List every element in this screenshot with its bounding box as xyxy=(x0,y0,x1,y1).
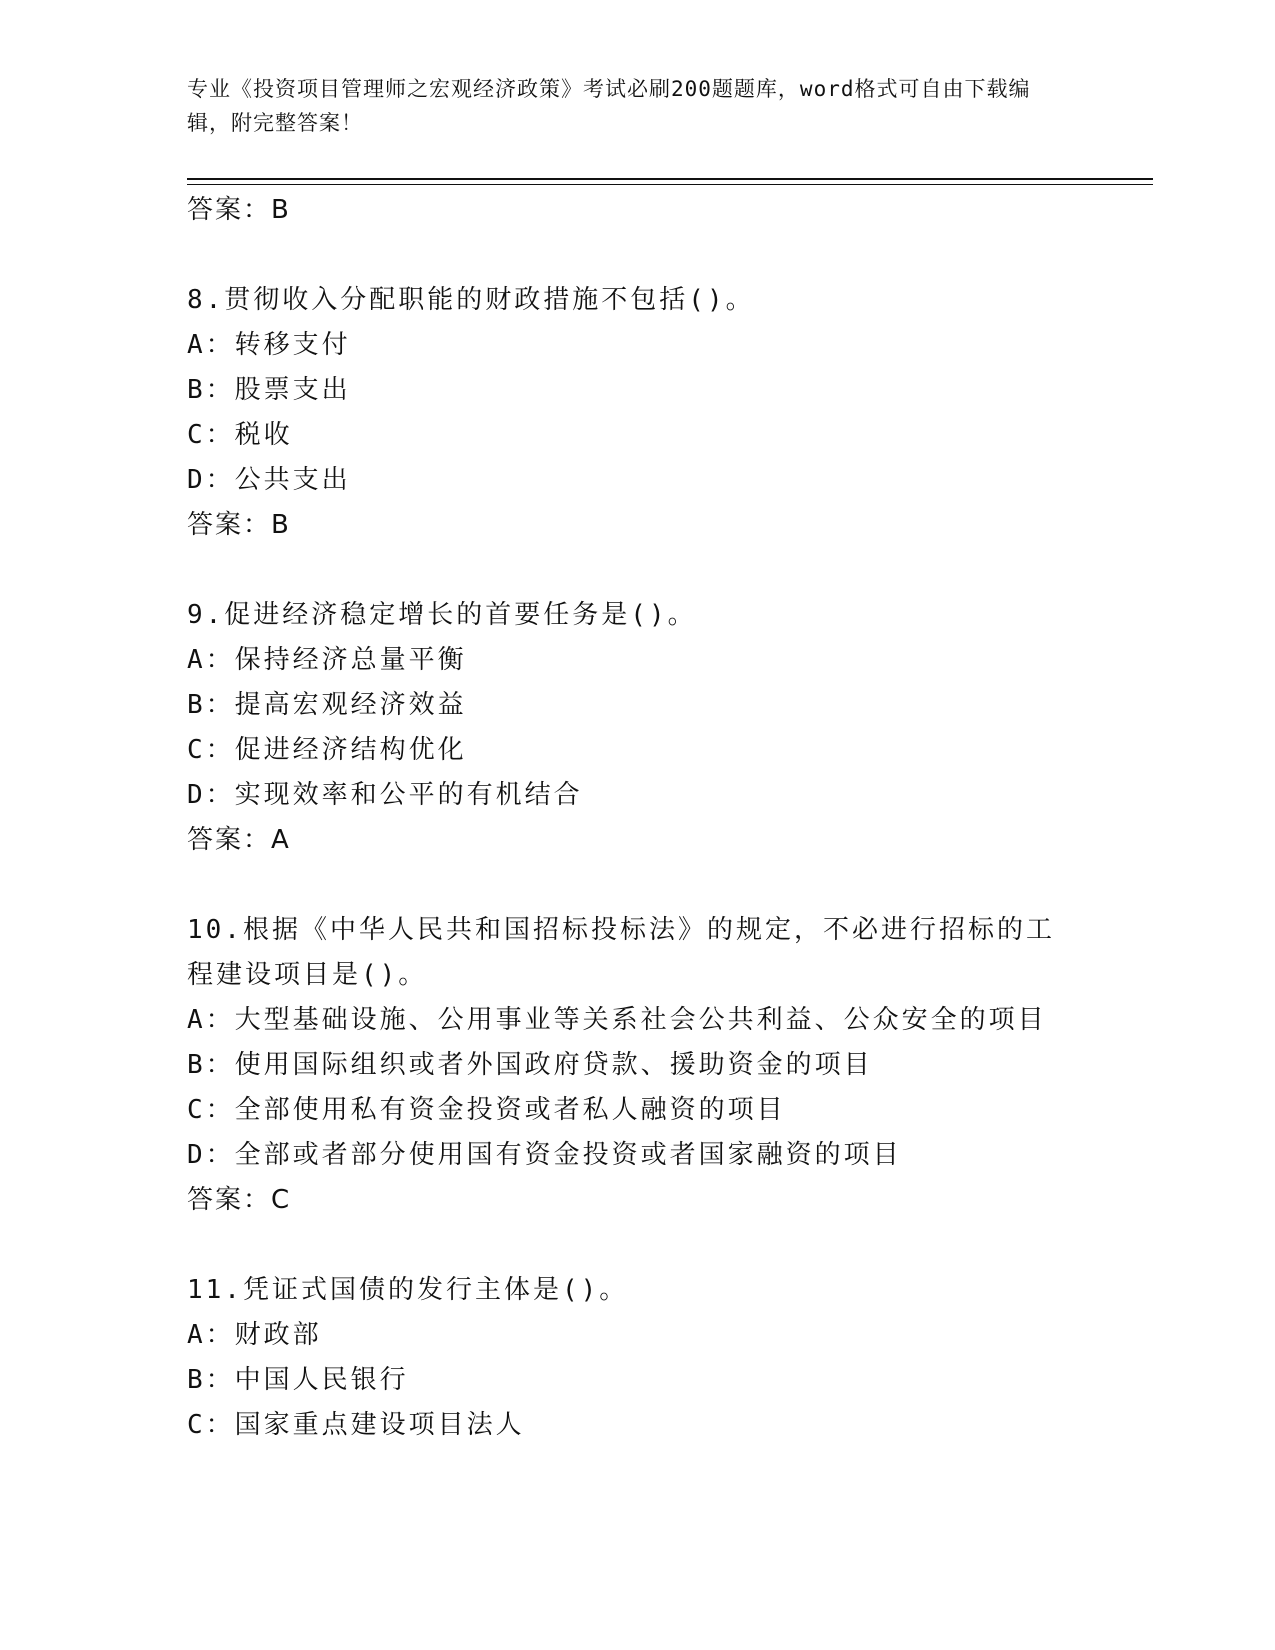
question-item xyxy=(187,908,1153,1223)
option-a: A：保持经济总量平衡 xyxy=(187,645,467,675)
option-b: B：使用国际组织或者外国政府贷款、援助资金的项目 xyxy=(187,1050,873,1080)
question-list xyxy=(187,188,1153,1448)
question-item xyxy=(187,1268,1153,1448)
question-item xyxy=(187,278,1153,548)
option-c: C：全部使用私有资金投资或者私人融资的项目 xyxy=(187,1095,786,1125)
answer-line: 答案：A xyxy=(187,825,291,855)
option-d: D：实现效率和公平的有机结合 xyxy=(187,780,583,810)
option-d: D：公共支出 xyxy=(187,465,351,495)
option-a: A：财政部 xyxy=(187,1320,322,1350)
option-d: D：全部或者部分使用国有资金投资或者国家融资的项目 xyxy=(187,1140,902,1170)
option-b: B：提高宏观经济效益 xyxy=(187,690,467,720)
question-stem: 10.根据《中华人民共和国招标投标法》的规定，不必进行招标的工程建设项目是()。 xyxy=(187,915,1055,990)
document-intro: 专业《投资项目管理师之宏观经济政策》考试必刷200题题库，word格式可自由下载编辑，附完整答案！ xyxy=(187,77,1031,135)
answer-line: 答案：C xyxy=(187,1185,292,1215)
header-rule-thin xyxy=(187,184,1153,185)
header-rule-thick xyxy=(187,178,1153,180)
answer-line: 答案：B xyxy=(187,195,291,225)
question-item xyxy=(187,593,1153,863)
option-a: A：大型基础设施、公用事业等关系社会公共利益、公众安全的项目 xyxy=(187,1005,1047,1035)
answer-line: 答案：B xyxy=(187,510,291,540)
question-stem: 9.促进经济稳定增长的首要任务是()。 xyxy=(187,600,697,630)
question-stem: 11.凭证式国债的发行主体是()。 xyxy=(187,1275,629,1305)
option-c: C：促进经济结构优化 xyxy=(187,735,467,765)
option-b: B：股票支出 xyxy=(187,375,351,405)
question-stem: 8.贯彻收入分配职能的财政措施不包括()。 xyxy=(187,285,755,315)
option-c: C：国家重点建设项目法人 xyxy=(187,1410,525,1440)
option-c: C：税收 xyxy=(187,420,293,450)
option-a: A：转移支付 xyxy=(187,330,351,360)
option-b: B：中国人民银行 xyxy=(187,1365,409,1395)
